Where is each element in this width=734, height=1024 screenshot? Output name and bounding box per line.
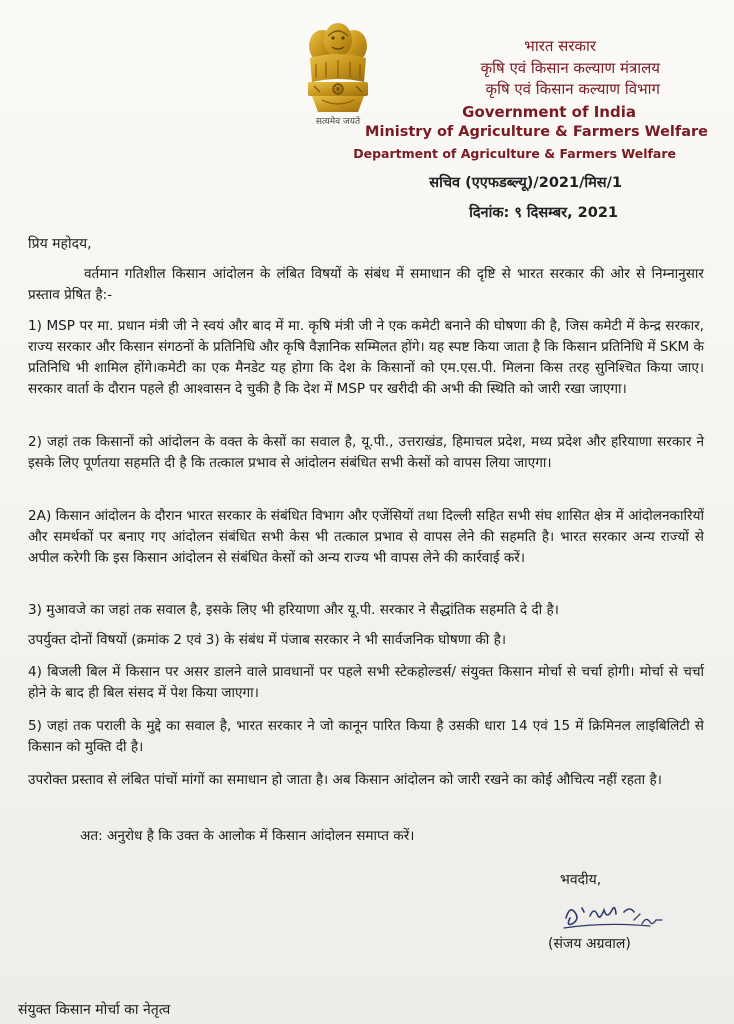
emblem-motto: सत्यमेव जयते xyxy=(315,117,361,127)
point-4-electricity-bill: 4) बिजली बिल में किसान पर असर डालने वाले प्रावधानों पर पहले सभी स्टेकहोल्डर्स/ संयुक्त किसान मोर्चा से चर्चा होगी। मोर्चा से चर्चा होने के बाद ही बिल संसद में पेश किया जाएगा। xyxy=(28,664,704,701)
point-1-msp: 1) MSP पर मा. प्रधान मंत्री जी ने स्वयं और बाद में मा. कृषि मंत्री जी ने एक कमेटी बनाने की घोषणा की है, जिस कमेटी में केन्द्र सरकार, राज्य सरकार और किसान संगठनों के प्रतिनिधि और कृषि वैज्ञानिक सम्मिलत होंगे। यह स्पष्ट किया जाता है कि किसान प्रतिनिधि में SKM के प्रतिनिधि भी शामिल होंगे।कमेटी का एक मैनडेट यह होगा कि देश के किसानों को एम.एस.पी. मिलना किस तरह सुनिश्चित किया जाए। सरकार वार्ता के दौरान पहले ही आश्वासन दे चुकी है कि देश में MSP पर खरीदी की अभी की स्थिति को जारी रखा जाएगा। xyxy=(28,318,704,397)
addressee-footer: संयुक्त किसान मोर्चा का नेतृत्व xyxy=(18,1002,171,1018)
closing: भवदीय, xyxy=(560,872,602,888)
point-5-stubble: 5) जहां तक पराली के मुद्दे का सवाल है, भारत सरकार ने जो कानून पारित किया है उसकी धारा 14 एवं 15 में क्रिमिनल लाइबिलिटी से किसान को मुक्ति दी है। xyxy=(28,718,704,755)
reference-number: सचिव (एएफडब्ल्यू)/2021/मिस/1 xyxy=(429,175,622,191)
point-2-cases: 2) जहां तक किसानों को आंदोलन के वक्त के केसों का सवाल है, यू.पी., उत्तराखंड, हिमाचल प्रदेश, मध्य प्रदेश और हरियाणा सरकार ने इसके लिए पूर्णतया सहमति दी है कि तत्काल प्रभाव से आंदोलन संबंधित सभी केसों को वापस लिया जाएगा। xyxy=(28,434,704,471)
intro-paragraph: वर्तमान गतिशील किसान आंदोलन के लंबित विषयों के संबंध में समाधान की दृष्टि से भारत सरकार की ओर से निम्नानुसार प्रस्ताव प्रेषित है:- xyxy=(28,266,704,303)
letterhead-hindi-line-1: भारत सरकार xyxy=(524,37,596,55)
letterhead-hindi-line-2: कृषि एवं किसान कल्याण मंत्रालय xyxy=(480,59,660,77)
letter-date: दिनांक: ९ दिसम्बर, 2021 xyxy=(469,205,618,221)
letterhead-hindi-line-3: कृषि एवं किसान कल्याण विभाग xyxy=(485,80,660,98)
letterhead-english-line-3: Department of Agriculture & Farmers Welfare xyxy=(353,146,676,161)
handwritten-signature xyxy=(560,894,670,934)
letterhead-english-line-1: Government of India xyxy=(462,103,636,121)
request-paragraph: अत: अनुरोध है कि उक्त के आलोक में किसान आंदोलन समाप्त करें। xyxy=(80,828,415,844)
letterhead-english-line-2: Ministry of Agriculture & Farmers Welfare xyxy=(365,124,708,140)
punjab-note: उपर्युक्त दोनों विषयों (क्रमांक 2 एवं 3) के संबंध में पंजाब सरकार ने भी सार्वजनिक घोषणा की है। xyxy=(28,632,507,648)
point-2a-cases-central: 2A) किसान आंदोलन के दौरान भारत सरकार के संबंधित विभाग और एजेंसियों तथा दिल्ली सहित सभी संघ शासित क्षेत्र में आंदोलनकारियों और समर्थकों पर बनाए गए आंदोलन संबंधित सभी केस भी तत्काल प्रभाव से वापस लेने की सहमति है। भारत सरकार अन्य राज्यों से अपील करेगी कि इस किसान आंदोलन से संबंधित केसों को अन्य राज्य भी वापस लेने की कार्रवाई करें। xyxy=(28,508,704,566)
salutation: प्रिय महोदय, xyxy=(28,236,92,252)
signer-name: (संजय अग्रवाल) xyxy=(548,936,631,952)
point-3-compensation: 3) मुआवजे का जहां तक सवाल है, इसके लिए भी हरियाणा और यू.पी. सरकार ने सैद्धांतिक सहमति दे दी है। xyxy=(28,602,559,618)
summary-paragraph: उपरोक्त प्रस्ताव से लंबित पांचों मांगों का समाधान हो जाता है। अब किसान आंदोलन को जारी रखने का कोई औचित्य नहीं रहता है। xyxy=(28,772,662,788)
